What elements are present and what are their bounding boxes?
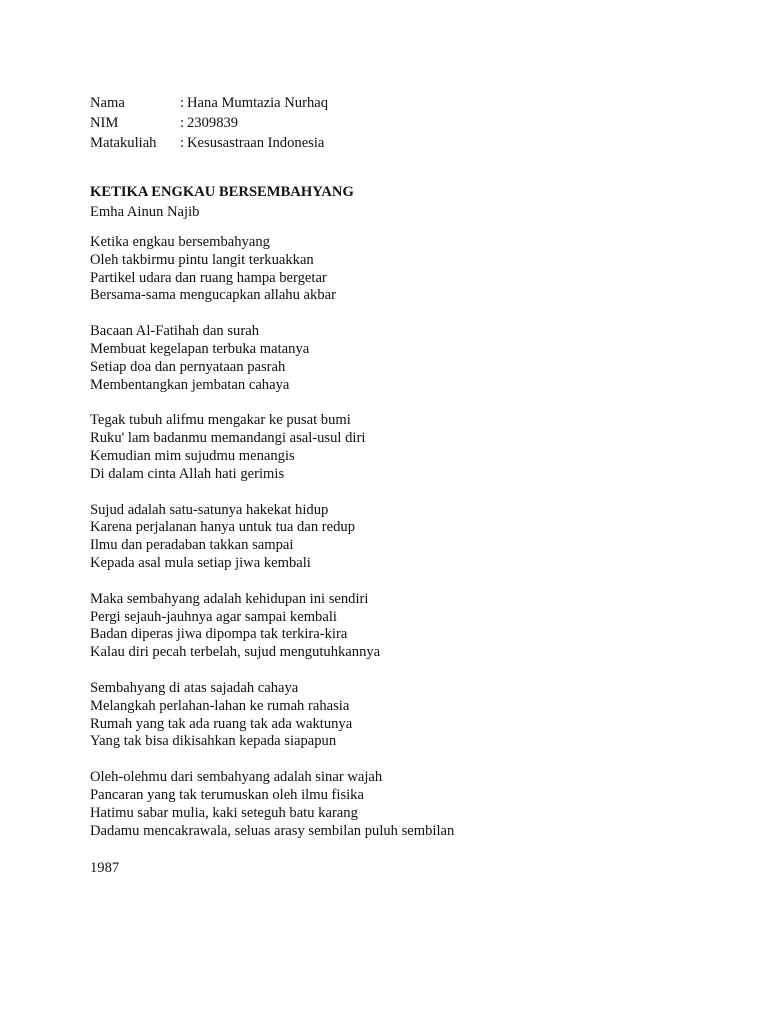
- info-label: NIM: [90, 115, 119, 131]
- poem-line: Sujud adalah satu-satunya hakekat hidup: [90, 501, 329, 518]
- document-page: [90, 93, 730, 878]
- stanza: [90, 502, 730, 573]
- info-row-matakuliah: [90, 133, 730, 153]
- poem-line: Dadamu mencakrawala, seluas arasy sembilan puluh sembilan: [90, 822, 455, 839]
- info-row-nama: [90, 93, 730, 113]
- poem-line: Sembahyang di atas sajadah cahaya: [90, 679, 299, 696]
- poem-line: Kalau diri pecah terbelah, sujud mengutuhkannya: [90, 644, 381, 661]
- poem-line: Kepada asal mula setiap jiwa kembali: [90, 554, 311, 571]
- poem-line: Di dalam cinta Allah hati gerimis: [90, 465, 285, 482]
- poem-line: Tegak tubuh alifmu mengakar ke pusat bumi: [90, 412, 351, 429]
- info-value: Kesusastraan Indonesia: [187, 135, 325, 151]
- info-separator: :: [180, 115, 185, 131]
- poem-line: Ilmu dan peradaban takkan sampai: [90, 537, 294, 554]
- stanza: [90, 323, 730, 394]
- stanza: [90, 412, 730, 483]
- poem-line: Membuat kegelapan terbuka matanya: [90, 340, 310, 357]
- poem-line: Hatimu sabar mulia, kaki seteguh batu karang: [90, 804, 358, 821]
- poem-line: Ketika engkau bersembahyang: [90, 234, 270, 250]
- info-separator: :: [180, 135, 185, 151]
- stanza: [90, 680, 730, 751]
- info-label: Matakuliah: [90, 135, 157, 151]
- poem-title: KETIKA ENGKAU BERSEMBAHYANG: [90, 184, 354, 200]
- poem-line: Oleh-olehmu dari sembahyang adalah sinar wajah: [90, 769, 383, 786]
- poem-line: Melangkah perlahan-lahan ke rumah rahasia: [90, 697, 350, 714]
- stanza: [90, 234, 730, 305]
- info-label: Nama: [90, 95, 125, 111]
- poem-line: Bacaan Al-Fatihah dan surah: [90, 323, 259, 340]
- poem-line: Ruku' lam badanmu memandangi asal-usul diri: [90, 430, 366, 447]
- info-separator: :: [180, 95, 185, 111]
- poem-line: Pancaran yang tak terumuskan oleh ilmu fisika: [90, 786, 364, 803]
- poem-year: 1987: [90, 860, 120, 877]
- poem-author: Emha Ainun Najib: [90, 204, 200, 220]
- poem-line: Rumah yang tak ada ruang tak ada waktunya: [90, 715, 353, 732]
- poem-body: [90, 234, 730, 840]
- info-value: 2309839: [187, 115, 239, 131]
- poem-line: Kemudian mim sujudmu menangis: [90, 447, 295, 464]
- info-value: Hana Mumtazia Nurhaq: [187, 95, 329, 111]
- poem-line: Membentangkan jembatan cahaya: [90, 376, 290, 393]
- poem-line: Badan diperas jiwa dipompa tak terkira-kira: [90, 626, 348, 643]
- student-info: [90, 93, 730, 153]
- poem-line: Oleh takbirmu pintu langit terkuakkan: [90, 251, 314, 268]
- poem-line: Pergi sejauh-jauhnya agar sampai kembali: [90, 608, 337, 625]
- poem-line: Bersama-sama mengucapkan allahu akbar: [90, 287, 336, 304]
- poem-line: Setiap doa dan pernyataan pasrah: [90, 358, 286, 375]
- poem-line: Maka sembahyang adalah kehidupan ini sendiri: [90, 590, 369, 607]
- info-row-nim: [90, 113, 730, 133]
- stanza: [90, 769, 730, 840]
- poem-line: Karena perjalanan hanya untuk tua dan redup: [90, 519, 356, 536]
- poem-line: Partikel udara dan ruang hampa bergetar: [90, 269, 327, 286]
- stanza: [90, 591, 730, 662]
- poem-line: Yang tak bisa dikisahkan kepada siapapun: [90, 733, 337, 750]
